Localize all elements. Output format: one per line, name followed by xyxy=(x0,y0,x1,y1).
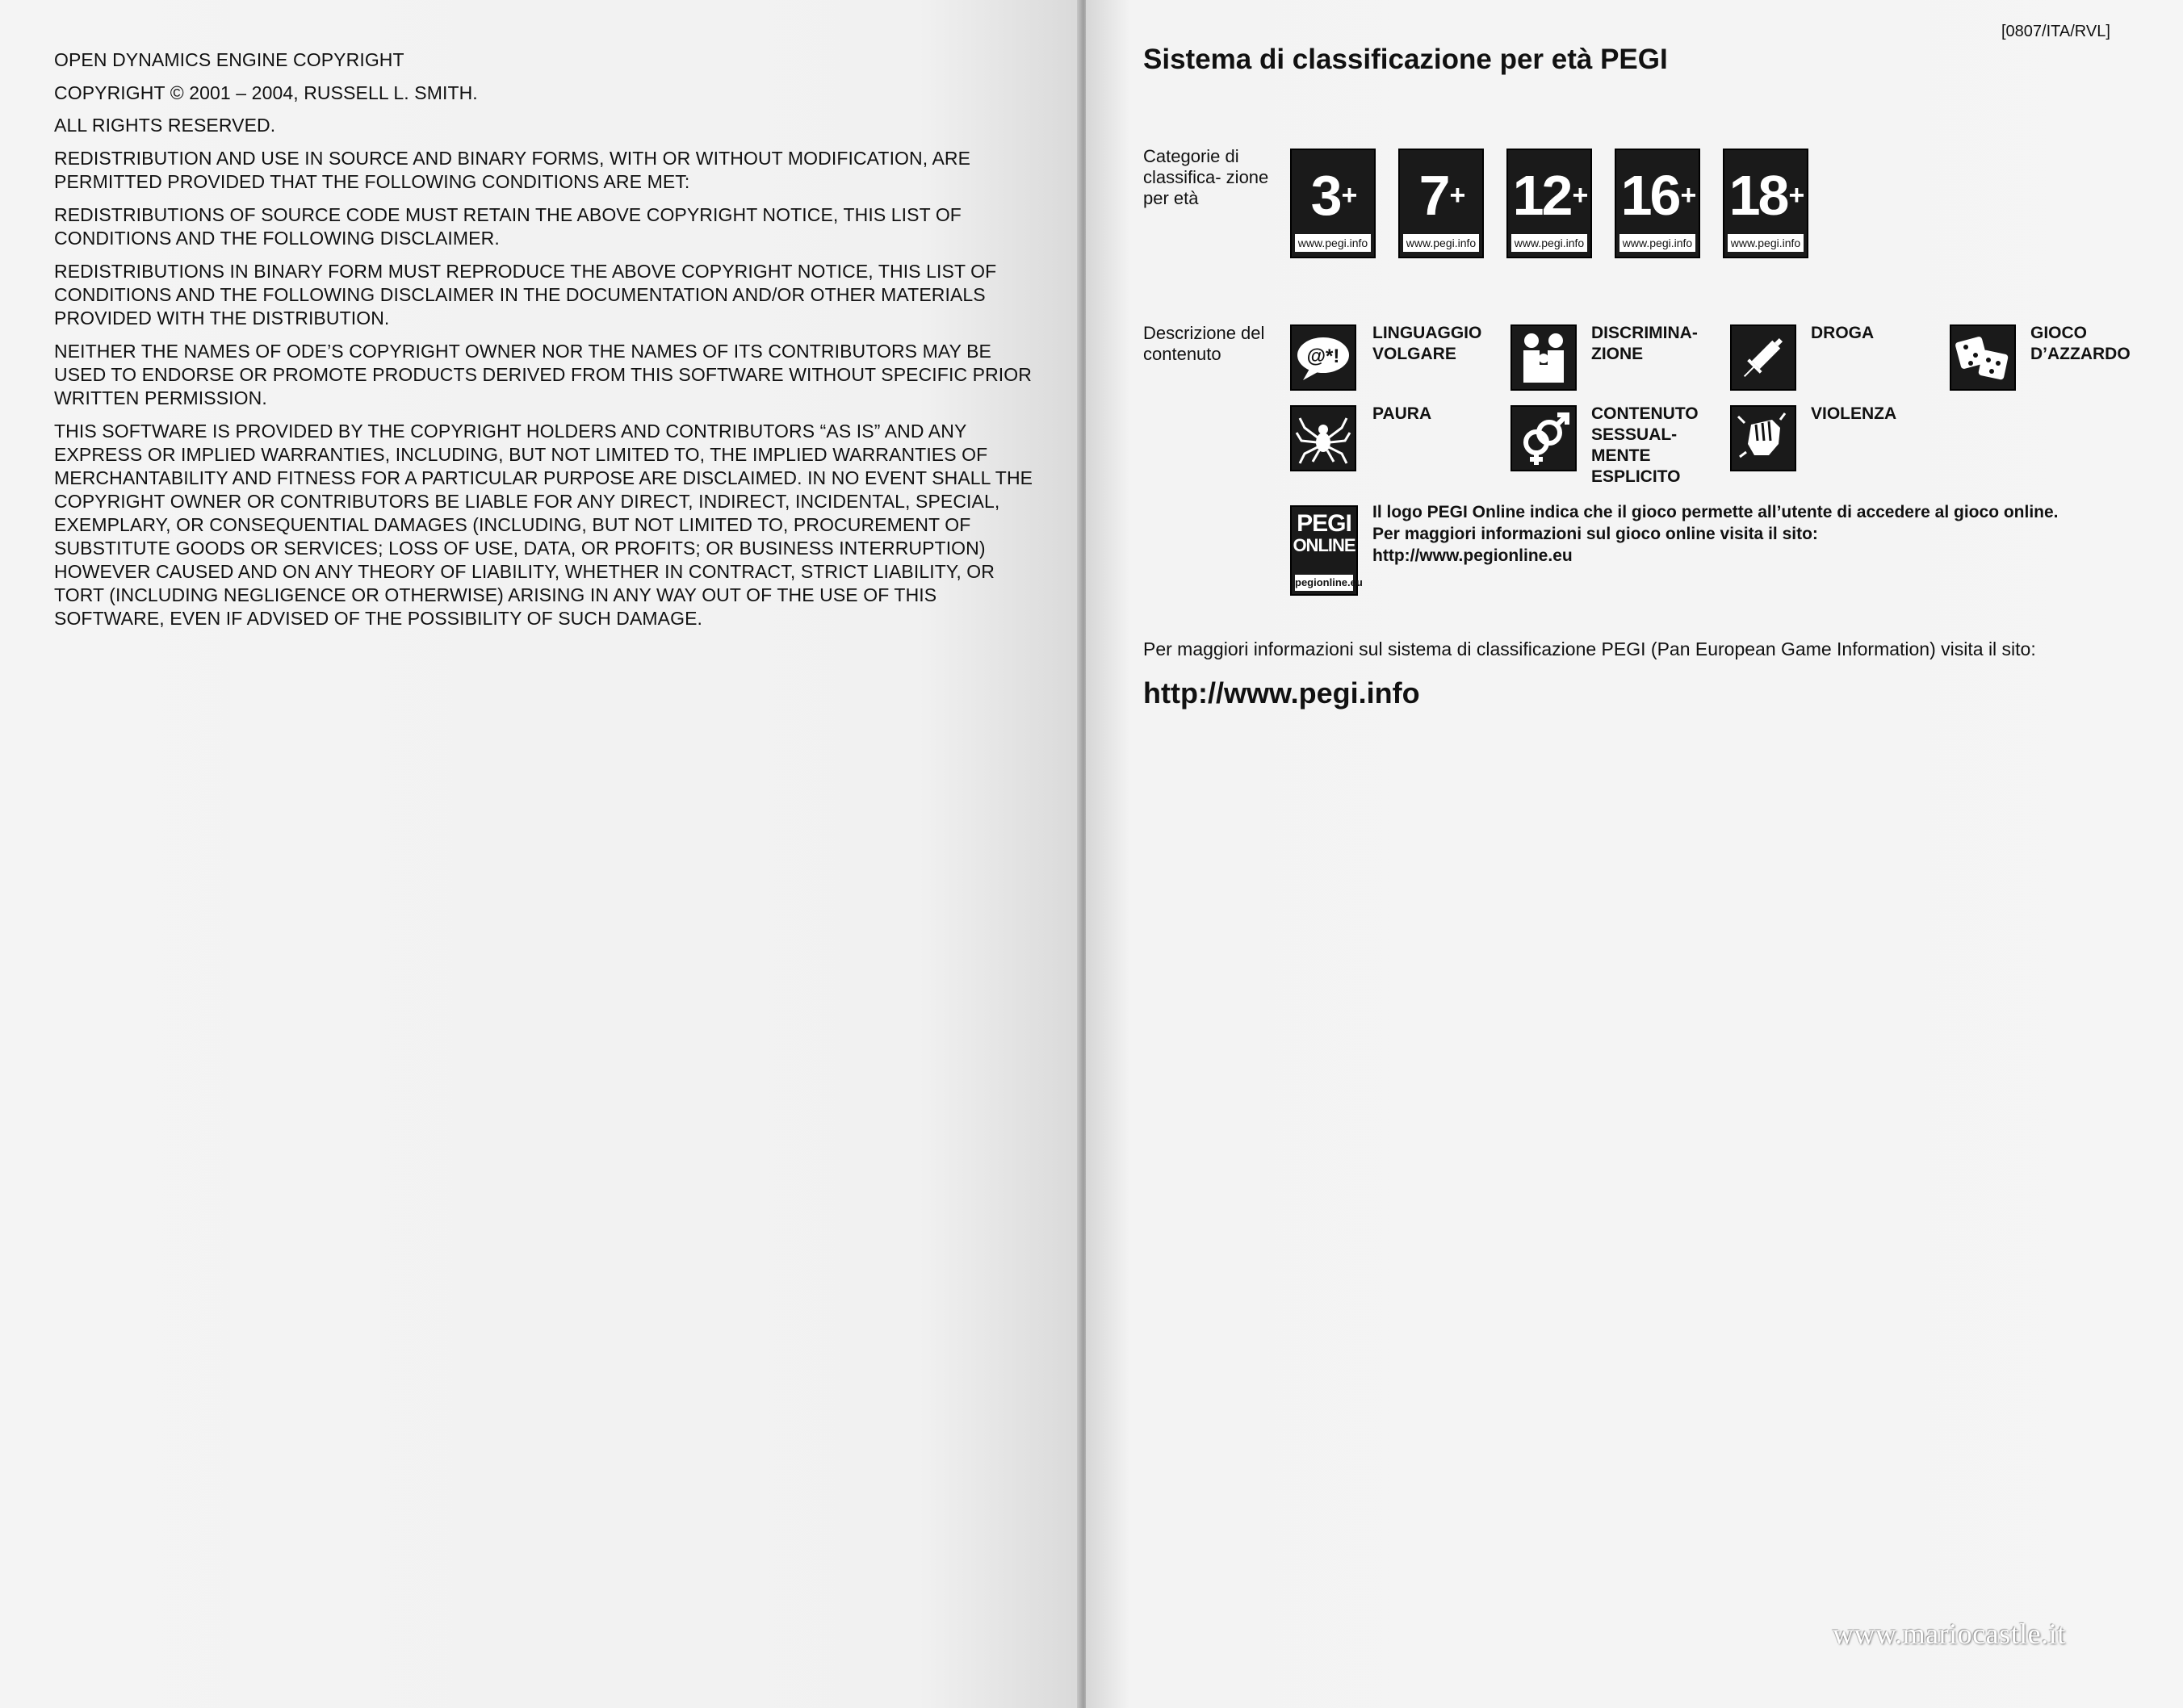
dice-icon xyxy=(1950,324,2016,391)
rights-reserved: ALL RIGHTS RESERVED. xyxy=(54,115,276,136)
pegi-online-logo: PEGI ONLINE pegionline.eu xyxy=(1290,505,1358,596)
descriptor-sexual-content: CONTENUTO SESSUAL- MENTE ESPLICITO xyxy=(1591,404,1699,486)
site-watermark: www.mariocastle.it xyxy=(1833,1618,2066,1650)
license-paragraph: REDISTRIBUTION AND USE IN SOURCE AND BINARY FORMS, WITH OR WITHOUT MODIFICATION, ARE PERMITTED PROVIDED THAT THE FOLLOWING CONDITIONS ARE MET: xyxy=(54,148,971,192)
fist-icon xyxy=(1730,405,1796,471)
description-label: Descrizione del contenuto xyxy=(1143,323,1265,364)
pegi-7-badge: 7 + www.pegi.info xyxy=(1398,149,1484,258)
categories-label: Categorie di classifica- zione per età xyxy=(1143,146,1269,208)
pegi-info-link[interactable]: http://www.pegi.info xyxy=(1143,676,1420,710)
copyright-heading: OPEN DYNAMICS ENGINE COPYRIGHT xyxy=(54,49,404,70)
license-paragraph: REDISTRIBUTIONS OF SOURCE CODE MUST RETAIN THE ABOVE COPYRIGHT NOTICE, THIS LIST OF CONDITIONS AND THE FOLLOWING DISCLAIMER. xyxy=(54,204,962,249)
left-page xyxy=(0,0,1082,1708)
pegi-12-badge: 12 + www.pegi.info xyxy=(1506,149,1592,258)
bad-language-icon xyxy=(1290,324,1356,391)
license-paragraph: REDISTRIBUTIONS IN BINARY FORM MUST REPRODUCE THE ABOVE COPYRIGHT NOTICE, THIS LIST OF CONDITIONS AND THE FOLLOWING DISCLAIMER IN THE DOCUMENTATION AND/OR OTHER MATERIALS PROVIDED WITH THE DISTRIBUTION. xyxy=(54,261,997,329)
gender-symbols-icon xyxy=(1511,405,1577,471)
spider-icon xyxy=(1290,405,1356,471)
descriptor-language: LINGUAGGIO VOLGARE xyxy=(1372,324,1482,363)
discrimination-icon xyxy=(1511,324,1577,391)
descriptor-drugs: DROGA xyxy=(1811,324,1875,342)
descriptor-gambling: GIOCO D’AZZARDO xyxy=(2030,324,2131,363)
descriptor-discrimination: DISCRIMINA- ZIONE xyxy=(1591,324,1698,363)
ode-copyright-notice xyxy=(54,48,1043,640)
pegi-18-badge: 18 + www.pegi.info xyxy=(1723,149,1808,258)
page-title: Sistema di classificazione per età PEGI xyxy=(1143,44,1668,75)
pegi-online-description: Il logo PEGI Online indica che il gioco permette all’utente di accedere al gioco online. Per maggiori informazioni sul gioco online visita il sito: http://www.pegionline.eu xyxy=(1372,501,2099,567)
pegi-online-link[interactable]: http://www.pegionline.eu xyxy=(1372,546,1573,565)
age-rating-badges xyxy=(1290,149,1808,258)
descriptor-fear: PAURA xyxy=(1372,404,1432,423)
copyright-line: COPYRIGHT © 2001 – 2004, RUSSELL L. SMITH. xyxy=(54,82,478,103)
descriptor-violence: VIOLENZA xyxy=(1811,404,1897,423)
document-code: [0807/ITA/RVL] xyxy=(2001,23,2110,40)
license-paragraph: NEITHER THE NAMES OF ODE’S COPYRIGHT OWNER NOR THE NAMES OF ITS CONTRIBUTORS MAY BE USED TO ENDORSE OR PROMOTE PRODUCTS DERIVED FROM THIS SOFTWARE WITHOUT SPECIFIC PRIOR WRITTEN PERMISSION. xyxy=(54,341,1032,408)
more-info-text: Per maggiori informazioni sul sistema di classificazione PEGI (Pan European Game Information) visita il sito: xyxy=(1143,638,2036,659)
pegi-16-badge: 16 + www.pegi.info xyxy=(1615,149,1700,258)
disclaimer-paragraph: THIS SOFTWARE IS PROVIDED BY THE COPYRIGHT HOLDERS AND CONTRIBUTORS “AS IS” AND ANY EXPRESS OR IMPLIED WARRANTIES, INCLUDING, BUT NOT LIMITED TO, THE IMPLIED WARRANTIES OF MERCHANTABILITY AND FITNESS FOR A PARTICULAR PURPOSE ARE DISCLAIMED. IN NO EVENT SHALL THE COPYRIGHT OWNER OR CONTRIBUTORS BE LIABLE FOR ANY DIRECT, INDIRECT, INCIDENTAL, SPECIAL, EXEMPLARY, OR CONSEQUENTIAL DAMAGES (INCLUDING, BUT NOT LIMITED TO, PROCUREMENT OF SUBSTITUTE GOODS OR SERVICES; LOSS OF USE, DATA, OR PROFITS; OR BUSINESS INTERRUPTION) HOWEVER CAUSED AND ON ANY THEORY OF LIABILITY, WHETHER IN CONTRACT, STRICT LIABILITY, OR TORT (INCLUDING NEGLIGENCE OR OTHERWISE) ARISING IN ANY WAY OUT OF THE USE OF THIS SOFTWARE, EVEN IF ADVISED OF THE POSSIBILITY OF SUCH DAMAGE. xyxy=(54,421,1033,629)
drugs-icon xyxy=(1730,324,1796,391)
svg-text:@*!: @*! xyxy=(1306,345,1340,367)
pegi-3-badge: 3 + www.pegi.info xyxy=(1290,149,1376,258)
